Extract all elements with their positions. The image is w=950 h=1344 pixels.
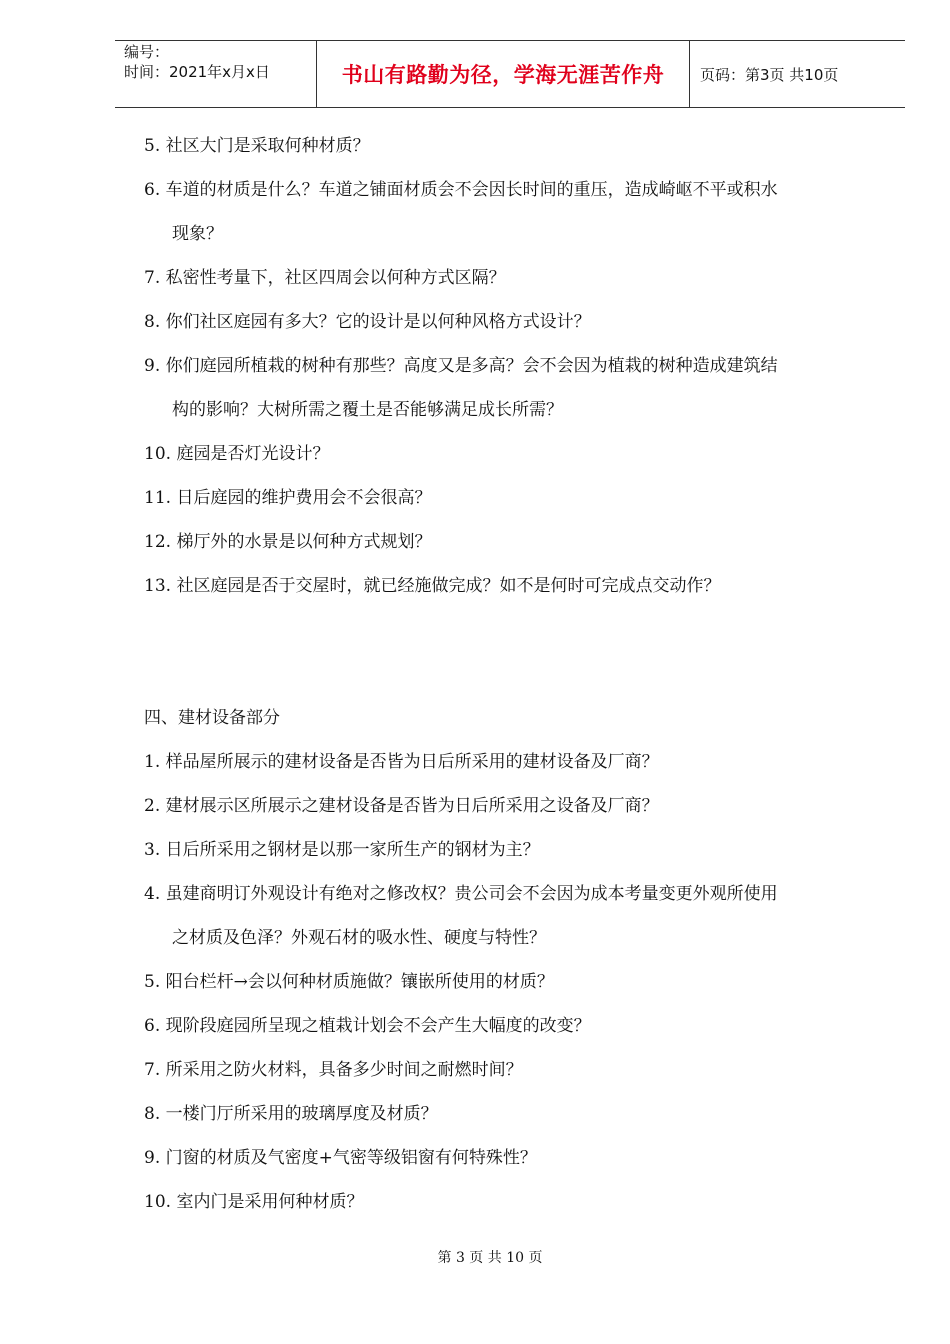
question-line: 4. 虽建商明订外观设计有绝对之修改权？贵公司会不会因为成本考量变更外观所使用 (144, 884, 778, 904)
question-line: 5. 阳台栏杆→会以何种材质施做？镶嵌所使用的材质？ (144, 972, 554, 992)
question-line: 1. 样品屋所展示的建材设备是否皆为日后所采用的建材设备及厂商？ (144, 752, 659, 772)
question-line: 12. 梯厅外的水景是以何种方式规划？ (144, 532, 432, 552)
question-line: 10. 庭园是否灯光设计？ (144, 444, 330, 464)
question-line: 7. 私密性考量下，社区四周会以何种方式区隔？ (144, 268, 506, 288)
code-label: 编号： (124, 43, 170, 61)
section-spacer (144, 608, 884, 696)
question-line: 9. 你们庭园所植栽的树种有那些？高度又是多高？会不会因为植栽的树种造成建筑结 (144, 356, 778, 376)
section-heading: 四、建材设备部分 (144, 708, 280, 728)
document-body (144, 124, 884, 1224)
question-line: 6. 现阶段庭园所呈现之植栽计划会不会产生大幅度的改变？ (144, 1016, 591, 1036)
page-footer: 第 3 页 共 10 页 (437, 1250, 543, 1266)
question-line: 8. 你们社区庭园有多大？它的设计是以何种风格方式设计？ (144, 312, 591, 332)
question-line: 7. 所采用之防火材料，具备多少时间之耐燃时间？ (144, 1060, 523, 1080)
question-continuation: 之材质及色泽？外观石材的吸水性、硬度与特性？ (172, 928, 546, 948)
page-header (115, 40, 905, 108)
question-continuation: 构的影响？大树所需之覆土是否能够满足成长所需？ (172, 400, 563, 420)
question-line: 8. 一楼门厅所采用的玻璃厚度及材质？ (144, 1104, 438, 1124)
question-line: 3. 日后所采用之钢材是以那一家所生产的钢材为主？ (144, 840, 540, 860)
question-line: 11. 日后庭园的维护费用会不会很高？ (144, 488, 432, 508)
question-line: 5. 社区大门是采取何种材质？ (144, 136, 370, 156)
question-line: 10. 室内门是采用何种材质？ (144, 1192, 364, 1212)
question-line: 6. 车道的材质是什么？车道之铺面材质会不会因长时间的重压，造成崎岖不平或积水 (144, 180, 778, 200)
header-meta (115, 41, 316, 107)
question-line: 9. 门窗的材质及气密度+气密等级铝窗有何特殊性？ (144, 1148, 537, 1168)
header-motto: 书山有路勤为径，学海无涯苦作舟 (316, 41, 690, 107)
question-line: 13. 社区庭园是否于交屋时，就已经施做完成？如不是何时可完成点交动作？ (144, 576, 721, 596)
time-label: 时间：2021年x月x日 (124, 63, 270, 81)
question-line: 2. 建材展示区所展示之建材设备是否皆为日后所采用之设备及厂商？ (144, 796, 659, 816)
header-page-info: 页码：第3页 共10页 (700, 65, 839, 84)
question-continuation: 现象？ (172, 224, 223, 244)
